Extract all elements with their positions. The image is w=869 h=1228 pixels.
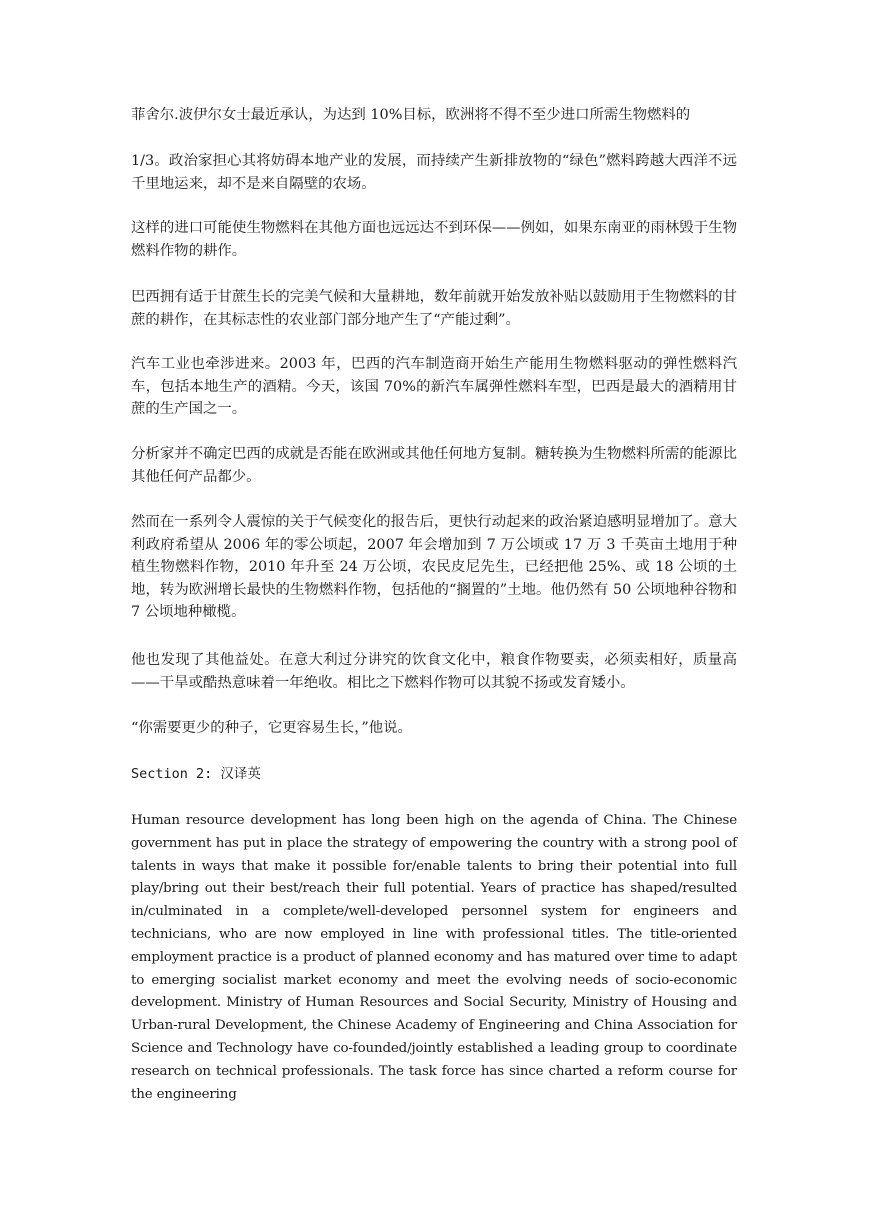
paragraph-9: “你需要更少的种子，它更容易生长，”他说。 <box>131 720 412 736</box>
paragraph-3: 这样的进口可能使生物燃料在其他方面也远远达不到环保——例如，如果东南亚的雨林毁于生物燃料作物的耕作。 <box>131 220 737 259</box>
paragraph-1: 菲舍尔.波伊尔女士最近承认，为达到 10%目标，欧洲将不得不至少进口所需生物燃料的 <box>131 107 691 123</box>
paragraph-4: 巴西拥有适于甘蔗生长的完美气候和大量耕地，数年前就开始发放补贴以鼓励用于生物燃料的甘蔗的耕作，在其标志性的农业部门部分地产生了“产能过剩”。 <box>131 289 737 328</box>
english-paragraph: Human resource development has long been high on the agenda of China. The Chinese government has put in place the strategy of empowering the country with a strong pool of talents in ways that make it possible for/enable talents to bring their potential into full play/bring out their best/reach their full potential. Years of practice has shaped/resulted in/culminated in a complete/well-developed personnel system for engineers and technicians, who are now employed in line with professional titles. The title-oriented employment practice is a product of planned economy and has matured over time to adapt to emerging socialist market economy and meet the evolving needs of socio-economic development. Ministry of Human Resources and Social Security, Ministry of Housing and Urban-rural Development, the Chinese Academy of Engineering and China Association for Science and Technology have co-founded/jointly established a leading group to coordinate research on technical professionals. The task force has since charted a reform course for the engineering <box>131 813 737 1102</box>
paragraph-6: 分析家并不确定巴西的成就是否能在欧洲或其他任何地方复制。糖转换为生物燃料所需的能源比其他任何产品都少。 <box>131 446 737 485</box>
paragraph-7: 然而在一系列令人震惊的关于气候变化的报告后，更快行动起来的政治紧迫感明显增加了。意大利政府希望从 2006 年的零公顷起，2007 年会增加到 7 万公顷或 17 万 3 千英亩土地用于种植生物燃料作物，2010 年升至 24 万公顷，农民皮尼先生，已经把他 25%、或 18 公顷的土地，转为欧洲增长最快的生物燃料作物，包括他的“搁置的”土地。他仍然有 50 公顷地种谷物和 7 公顷地种橄榄。 <box>131 514 737 620</box>
paragraph-5: 汽车工业也牵涉进来。2003 年，巴西的汽车制造商开始生产能用生物燃料驱动的弹性燃料汽车，包括本地生产的酒精。今天，该国 70%的新汽车属弹性燃料车型，巴西是最大的酒精用甘蔗的生产国之一。 <box>131 356 737 417</box>
paragraph-8: 他也发现了其他益处。在意大利过分讲究的饮食文化中，粮食作物要卖，必须卖相好，质量高——干旱或酷热意味着一年绝收。相比之下燃料作物可以其貌不扬或发育矮小。 <box>131 652 737 691</box>
paragraph-2: 1/3。政治家担心其将妨碍本地产业的发展，而持续产生新排放物的“绿色”燃料跨越大西洋不远千里地运来，却不是来自隔壁的农场。 <box>131 153 737 192</box>
section-heading: Section 2: 汉译英 <box>131 766 261 782</box>
